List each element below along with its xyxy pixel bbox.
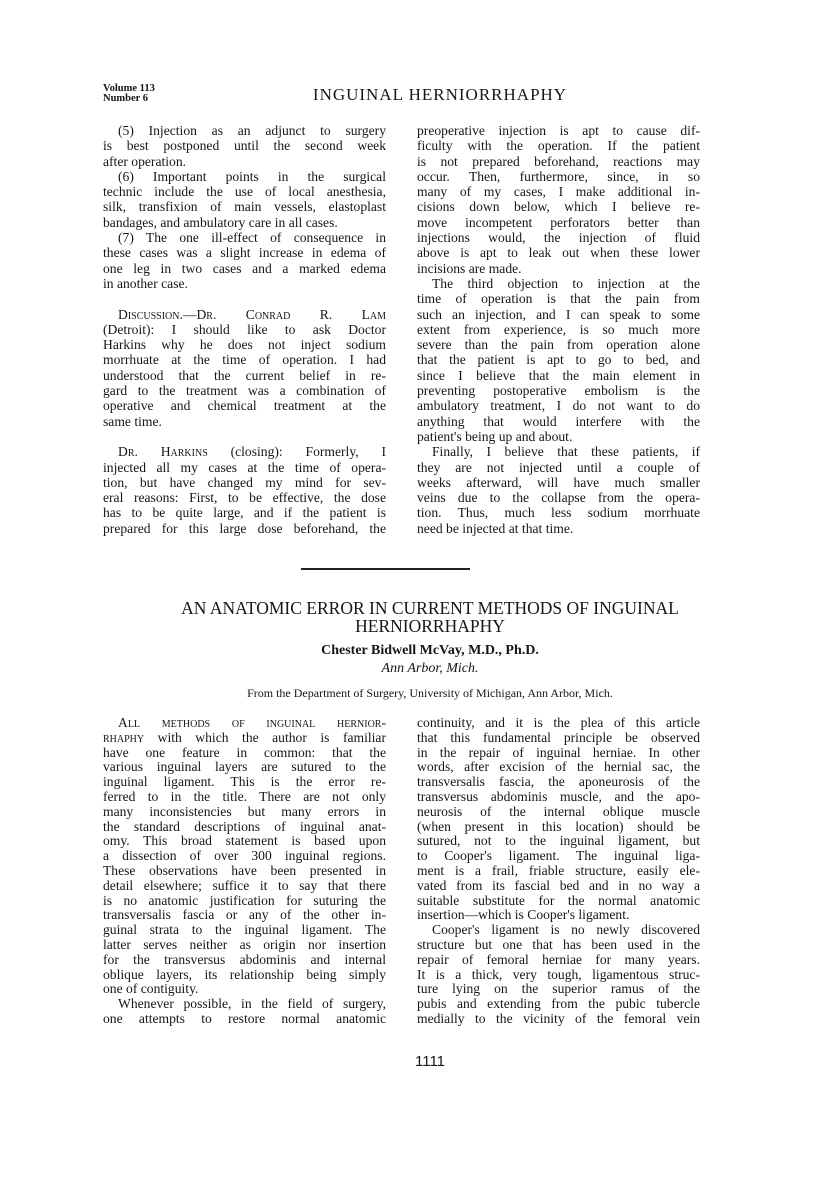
text-line: one attempts to restore normal anatomic — [103, 1010, 386, 1026]
text-line: ambulatory treatment, I do not want to do — [417, 398, 700, 414]
text-line: guinal strata to the inguinal ligament. The — [103, 922, 386, 938]
text-line: cisions down below, which I believe re- — [417, 199, 700, 215]
text-line: have one feature in common: that the — [103, 744, 386, 760]
text-line: oblique layers, its relationship being simply — [103, 966, 386, 982]
text-line: operative and chemical treatment at the — [103, 398, 386, 414]
text-line: severe than the pain from operation alone — [417, 337, 700, 353]
text-line: veins due to the collapse from the opera- — [417, 490, 700, 506]
text-line: (5) Injection as an adjunct to surgery — [118, 123, 386, 138]
text-line: they are not injected until a couple of — [417, 459, 700, 475]
text-line: Harkins why he does not inject sodium — [103, 337, 386, 353]
text-line: preventing postoperative embolism is the — [417, 383, 700, 399]
paragraph — [417, 123, 700, 276]
text-line: the standard descriptions of inguinal anat- — [103, 818, 386, 834]
text-line: It is a thick, very tough, ligamentous struc- — [417, 966, 700, 982]
text-line: above is apt to leak out when these lower — [417, 245, 700, 261]
article-author: Chester Bidwell McVay, M.D., Ph.D. — [321, 643, 539, 658]
small-caps-text: Discussion.—Dr. Conrad R. Lam — [118, 306, 386, 322]
text-line: need be injected at that time. — [417, 520, 574, 536]
text-line: ficulty with the operation. If the patient — [417, 138, 700, 154]
text-line: occur. Then, furthermore, since, in so — [417, 168, 700, 184]
text-line: neurosis of the internal oblique muscle — [417, 803, 700, 819]
text-line: (6) Important points in the surgical — [118, 168, 386, 184]
text-line: transversus abdominis muscle, and the apo- — [417, 788, 700, 804]
text-line: after operation. — [103, 153, 187, 169]
text-line: pubis and extending from the pubic tubercle — [417, 996, 700, 1012]
text-line — [103, 716, 386, 731]
issue-number: Number 6 — [103, 93, 149, 104]
text-line: ferred to in the title. There are not only — [103, 788, 386, 804]
text-line: for the transversus abdominis and internal — [103, 951, 386, 967]
body-left-column — [103, 716, 386, 1027]
text-line: words, after excision of the hernial sac, the — [417, 759, 700, 775]
text-line — [103, 307, 386, 322]
text-line: technic include the use of local anesthesia, — [103, 184, 386, 200]
text-line: transversalis fascia or any of the other in- — [103, 907, 386, 923]
text-line: (when present in this location) should be — [417, 818, 700, 834]
top-left-column — [103, 123, 386, 536]
text-line: These observations have been presented in — [103, 862, 386, 878]
text-line: patient's being up and about. — [417, 428, 573, 444]
text-line: a dissection of over 300 inguinal regions. — [103, 848, 386, 864]
text-line: preoperative injection is apt to cause dif- — [417, 123, 700, 138]
paragraph — [103, 169, 386, 230]
text-line: vated from its fascial bed and in no way a — [417, 877, 700, 893]
paragraph — [103, 230, 386, 291]
text-line: injections would, the injection of fluid — [417, 230, 700, 246]
paragraph — [103, 307, 386, 429]
text-line: latter serves neither as origin nor insertion — [103, 936, 386, 952]
text-line: such an injection, and I can speak to some — [417, 306, 700, 322]
text-line: is best postponed until the second week — [103, 138, 386, 154]
text-line: (7) The one ill-effect of consequence in — [118, 230, 386, 246]
text-line: ment is a frail, friable structure, easily ele- — [417, 862, 700, 878]
text-line: weeks afterward, will have much smaller — [417, 474, 700, 490]
paragraph — [103, 444, 386, 536]
paragraph — [417, 716, 700, 923]
paragraph — [417, 923, 700, 1027]
paragraph — [417, 276, 700, 444]
text-line: since I believe that the main element in — [417, 367, 700, 383]
text-line: inguinal ligament. This is the error re- — [103, 774, 386, 790]
text-line: Cooper's ligament is no newly discovered — [432, 922, 700, 938]
text-line: is no anatomic justification for suturing the — [103, 892, 386, 908]
text-line: tion. Thus, much less sodium morrhuate — [417, 505, 700, 521]
text-line: various inguinal layers are sutured to the — [103, 759, 386, 775]
text-line: (Detroit): I should like to ask Doctor — [103, 321, 386, 337]
text-line: transversalis fascia, the aponeurosis of the — [417, 774, 700, 790]
paragraph — [103, 716, 386, 997]
text-line: one leg in two cases and a marked edema — [103, 260, 386, 276]
author-location: Ann Arbor, Mich. — [381, 661, 479, 676]
text-line: rhaphy with which the author is familiar — [103, 729, 386, 745]
running-title: INGUINAL HERNIORRHAPHY — [312, 85, 568, 104]
text-line: The third objection to injection at the — [432, 275, 700, 291]
text-line: detail elsewhere; suffice it to say that there — [103, 877, 386, 893]
text-line: gard to the treatment was a combination of — [103, 383, 386, 399]
text-line: these cases was a slight increase in edema of — [103, 245, 386, 261]
paragraph — [417, 444, 700, 536]
text-line: in another case. — [103, 275, 188, 291]
text-line: in the repair of inguinal herniae. In other — [417, 744, 700, 760]
text-line: is not prepared beforehand, reactions may — [417, 153, 700, 169]
text-line: that the patient is apt to go to bed, and — [417, 352, 700, 368]
text-line: sutured, not to the inguinal ligament, but — [417, 833, 700, 849]
text-line: many of my cases, I make additional in- — [417, 184, 700, 200]
paragraph — [103, 997, 386, 1027]
text-line: medially to the vicinity of the femoral vein — [417, 1010, 700, 1026]
text-line: anything that would interfere with the — [417, 413, 700, 429]
paragraph-gap — [103, 291, 386, 306]
volume-info — [103, 84, 155, 104]
text-line: prepared for this large dose beforehand, the — [103, 520, 386, 536]
text-line: ture lying on the superior ramus of the — [417, 981, 700, 997]
volume-number: Volume 113 — [103, 83, 155, 94]
text-line: eral reasons: First, to be effective, the dose — [103, 490, 386, 506]
text-line: continuity, and it is the plea of this article — [417, 715, 700, 730]
text-line: structure but one that has been used in the — [417, 936, 700, 952]
text-line: repair of femoral herniae for many years. — [417, 951, 700, 967]
text-line: move incompetent perforators better than — [417, 214, 700, 230]
section-divider — [301, 568, 470, 570]
text-line: morrhuate at the time of operation. I had — [103, 352, 386, 368]
small-caps-text: rhaphy — [103, 729, 145, 745]
small-caps-text: All methods of inguinal hernior- — [118, 715, 386, 730]
text-line: time of operation is that the pain from — [417, 291, 700, 307]
paragraph — [103, 123, 386, 169]
text-line: suitable substitute for the normal anatomic — [417, 892, 700, 908]
text-line: Whenever possible, in the field of surgery, — [118, 996, 386, 1012]
text-line: tion, but have changed my mind for sev- — [103, 474, 386, 490]
top-right-column — [417, 123, 700, 536]
text-line: silk, transfixion of main vessels, elastoplast — [103, 199, 386, 215]
article-title-line-2: HERNIORRHAPHY — [355, 616, 505, 636]
page-number: 1111 — [414, 1053, 446, 1070]
text-line: bandages, and ambulatory care in all cases. — [103, 214, 338, 230]
text-line: many inconsistencies but many errors in — [103, 803, 386, 819]
text-line: insertion—which is Cooper's ligament. — [417, 907, 630, 923]
small-caps-text: Dr. Harkins — [118, 444, 208, 460]
text-line: understood that the current belief in re- — [103, 367, 386, 383]
text-line: one of contiguity. — [103, 981, 199, 997]
text-line: extent from experience, is so much more — [417, 321, 700, 337]
text-line: that this fundamental principle be observed — [417, 729, 700, 745]
paragraph-gap — [103, 429, 386, 444]
text-line: Dr. Harkins (closing): Formerly, I — [118, 444, 386, 460]
article-title-line-1: AN ANATOMIC ERROR IN CURRENT METHODS OF INGUINAL — [181, 598, 679, 618]
text-line: same time. — [103, 413, 162, 429]
text-line: omy. This broad statement is based upon — [103, 833, 386, 849]
text-line: Finally, I believe that these patients, if — [432, 444, 700, 460]
body-right-column — [417, 716, 700, 1027]
text-line: injected all my cases at the time of opera- — [103, 459, 386, 475]
text-line: incisions are made. — [417, 260, 522, 276]
text-line: to Cooper's ligament. The inguinal liga- — [417, 848, 700, 864]
author-affiliation: From the Department of Surgery, University of Michigan, Ann Arbor, Mich. — [247, 686, 613, 700]
text-line: has to be quite large, and if the patient is — [103, 505, 386, 521]
